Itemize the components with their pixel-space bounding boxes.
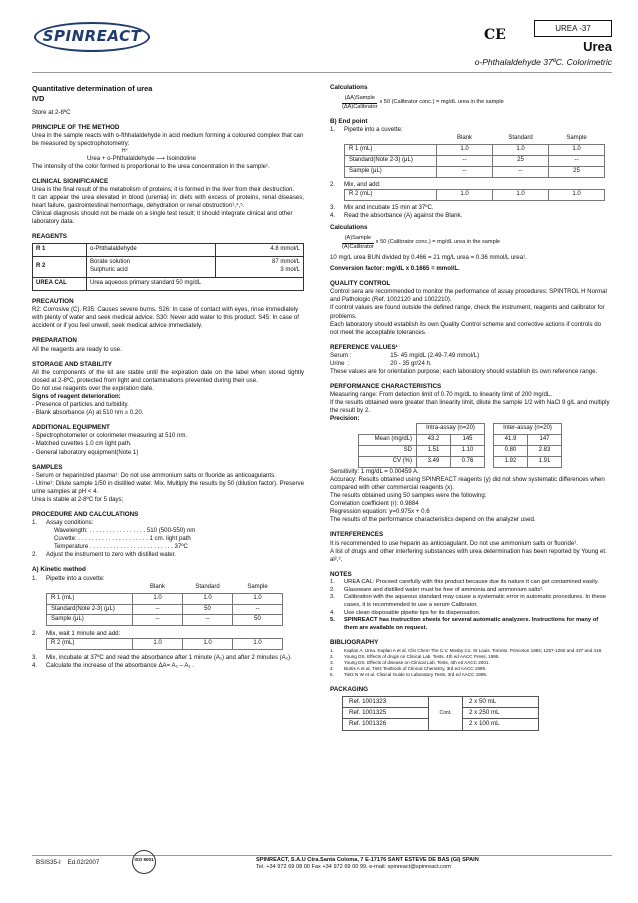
table-row: R 1 (mL) 1.0 1.0 1.0 — [47, 593, 283, 604]
measuring-range: Measuring range: From detection limit of 0.70 mg/dL to linearity limit of 200 mg/dL. — [330, 391, 552, 399]
footer-divider — [32, 855, 612, 856]
bun-conversion: 10 mg/L urea BUN divided by 0.466 = 21 mg/L urea = 0.36 mmol/L urea¹. — [330, 254, 527, 262]
bib-item: 3. Young DS. Effects of disease on Clinical Lab. Tests, 4th ed AACC 2001. — [330, 660, 490, 666]
equipment-heading: ADDITIONAL EQUIPMENT — [32, 424, 110, 432]
samples-item: - Urine¹: Dilute sample 1/50 in distilled water. Mix. Multiply the results by 50 (dilution factor). Preserve urine samples at pH < 4. — [32, 479, 304, 495]
calculation-formula-2: $\frac{\text{(A)Sample}}{\text{(A)Calibrator}}$ x 50 (Calibrator conc.) = mg/dL urea in the sample — [342, 235, 501, 250]
table-row: SD 1.51 1.10 0.80 2.83 — [359, 446, 562, 457]
calculation-formula: $\frac{\text{(ΔA)Sample}}{\text{(ΔA)Calibrator}}$ x 50 (Calibrator conc.) = mg/dL urea in the sample — [342, 95, 504, 110]
precision-label: Precision: — [330, 415, 360, 423]
ref-urine: Urine : 20 - 35 gr/24 h. — [330, 359, 432, 367]
notes-heading: NOTES — [330, 570, 352, 578]
qc-text: Control sera are recommended to monitor the performance of assay procedures: SPINTROL H Normal and Pathologic (Ref. 1002120 and 1002210). — [330, 288, 607, 304]
dilution-text: If the results obtained were greater than linearity limit, dilute the sample 1/2 with NaCl 9 g/L and multiply the result by 2. — [330, 399, 610, 415]
principle-text: Urea in the sample reacts with o-fthhalaldehyde in acid medium forming a coloured complex that can be measured by spectrophotometry: — [32, 131, 304, 147]
accuracy: Accuracy: Results obtained using SPINREACT reagents (y) did not show systematic differences when compared with other commercial reagents (x). — [330, 476, 605, 492]
reagents-table — [32, 243, 304, 291]
bib-item: 5. Tietz N W et al. Clinical Guide to Laboratory Tests, 3rd ed AACC 1995. — [330, 672, 488, 678]
samples-item: - Serum or heparinized plasma¹: Do not use ammonium salts or fluoride as anticoagulants. — [32, 471, 276, 479]
ref-text: These values are for orientation purpose; each laboratory should establish its own reference range. — [330, 367, 598, 375]
bib-item: 1. Kaplan A. Urea. Kaplan A et al. Clin Chem The C.V. Mosby Co. St Louis. Toronto. Princeton 1984; 1257-1260 and 437 and 418. — [330, 647, 603, 653]
table-row: Ref. 1001325 2 x 250 mL — [343, 708, 539, 719]
bibliography-heading: BIBLIOGRAPHY — [330, 639, 379, 647]
qc-text-2: If control values are found outside the defined range, check the instrument, reagents and calibrator for problems. — [330, 304, 605, 320]
end-point-heading: B) End point — [330, 118, 368, 126]
page-subtitle: o-Phthalaldehyde 37ºC. Colorimetric — [474, 57, 612, 67]
conversion-factor: Conversion factor: mg/dL x 0.1665 = mmol/L. — [330, 265, 460, 273]
samples-stability: Urea is stable at 2-8ºC for 5 days; — [32, 495, 124, 503]
left-column — [32, 84, 304, 670]
iso-seal: ISO 9001 — [132, 850, 156, 874]
kinetic-step: 4. Calculate the increase of the absorbance ΔA= A₂ – A₁ . — [32, 662, 194, 670]
end-point-step: 3. Mix and incubate 15 min at 37ºC. — [330, 203, 434, 211]
end-point-step: 2. Mix, and add: — [330, 181, 381, 188]
temperature-line: Temperature . . . . . . . . . . . . . . . . . . . . . . . . . 37ºC — [54, 543, 188, 551]
equipment-item: - Matched cuvettes 1.0 cm light path. — [32, 440, 132, 448]
ivd-label: IVD — [32, 93, 45, 103]
principle-heading: PRINCIPLE OF THE METHOD — [32, 123, 120, 131]
performance-heading: PERFORMANCE CHARACTERISTICS — [330, 382, 442, 390]
cuvette-line: Cuvette: . . . . . . . . . . . . . . . . . . . . . 1 cm. light path — [54, 535, 191, 543]
preparation-heading: PREPARATION — [32, 337, 77, 345]
kinetic-heading: A) Kinetic method — [32, 566, 86, 574]
table-row: Ref. 1001323 Cont. 2 x 50 mL — [343, 696, 539, 707]
end-point-step: 4. Read the absorbance (A) against the Blank. — [330, 211, 463, 219]
reaction-equation: Urea + o-Phthalaldehyde ⟶ Isoindoline — [87, 154, 196, 162]
interferences-heading: INTERFERENCES — [330, 531, 384, 539]
storage-text-2: Do not use reagents over the expiration date. — [32, 385, 154, 393]
table-row: Ref. 1001326 2 x 100 mL — [343, 719, 539, 730]
packaging-table — [342, 696, 539, 731]
table-row: R 1 (mL) 1.0 1.0 1.0 — [345, 145, 605, 156]
end-point-table-r2 — [344, 189, 605, 201]
correlation: Correlation coefficient (r): 0.9884 — [330, 500, 419, 508]
procedure-heading: PROCEDURE AND CALCULATIONS — [32, 510, 139, 518]
header-divider — [32, 72, 612, 73]
note-item: 2. Glassware and distilled water must be free of ammonia and ammonium salts¹. — [330, 586, 544, 593]
kinetic-step: 1. Pipette into a cuvette: — [32, 574, 105, 582]
note-item: 1. UREA CAL: Proceed carefully with this product because due its nature it can get contamined easily. — [330, 578, 599, 585]
reagents-heading: REAGENTS — [32, 233, 67, 241]
interferences-text: It is recommended to use heparin as anticoagulant. Do not use ammonium salts or fluoride¹. — [330, 539, 578, 547]
wavelength-line: Wavelength: . . . . . . . . . . . . . . . . . 510 (500-550) nm — [54, 527, 196, 535]
equipment-item: - General laboratory equipment(Note 1) — [32, 448, 139, 456]
storage-text: All the components of the kit are stable until the expiration date on the label when stored tightly closed at 2-8ºC, protected from light and contaminations prevented during their use. — [32, 368, 304, 384]
clinical-heading: CLINICAL SIGNIFICANCE — [32, 177, 109, 185]
right-column — [330, 84, 610, 731]
note-item: 3. Calibration with the aqueous standard may cause a systematic error in automatic procedures. In these cases, it is recommended to use a serum Calibrator. — [330, 594, 606, 608]
storage-sign-1: - Presence of particles and turbidity. — [32, 401, 129, 409]
precision-table: Intra-assay (n=20) Inter-assay (n=20) Mean (mg/dL) 43.2 145 41.9 147 SD 1.51 1.10 0.80 2.83 CV (%) 3.49 0.76 1.92 1.91 — [358, 423, 562, 468]
reaction-catalyst: H⁺ — [122, 147, 129, 154]
end-point-step: 1. Pipette into a cuvette: — [330, 126, 403, 134]
reference-values-heading: REFERENCE VALUES¹ — [330, 343, 398, 351]
table-row: Sample (μL) -- -- 25 — [345, 167, 605, 178]
preparation-text: All the reagents are ready to use. — [32, 345, 122, 353]
storage-heading: STORAGE AND STABILITY — [32, 360, 112, 368]
table-row: Sample (μL) -- -- 50 — [47, 615, 283, 626]
qc-text-3: Each laboratory should establish its own Quality Control scheme and corrective actions if controls do not meet the acceptable tolerances. — [330, 320, 601, 336]
footer-address: SPINREACT, S.A.U Ctra.Santa Coloma, 7 E-17176 SANT ESTEVE DE BAS (GI) SPAIN Tel. +34 972 69 08 00 Fax +34 972 69 00 99. e-mail: spinreact@spinreact.com — [256, 857, 479, 871]
performance-end: The results of the performance characteristics depend on the analyzer used. — [330, 516, 536, 524]
principle-text-2: The intensity of the color formed is proportional to the urea concentration in the sample¹. — [32, 162, 270, 170]
table-row: Standard(Note 2-3) (μL) -- 50 -- — [47, 604, 283, 615]
kinetic-step: 3. Mix, incubate at 37ºC and read the absorbance after 1 minute (A₁) and after 2 minutes (A₂). — [32, 654, 292, 662]
table-row: R 2 Borate solution Sulphuric acid 87 mmol/L 3 mol/L — [33, 257, 304, 278]
clinical-text: Urea is the final result of the metabolism of proteins; it is formed in the liver from their destruction. — [32, 185, 295, 193]
bib-item: 2. Young DS. Effects of drugs on Clinical Lab. Tests, 4th ed AACC Press, 1995. — [330, 653, 500, 659]
kinetic-table: Blank Standard Sample R 1 (mL) 1.0 1.0 1.0 Standard(Note 2-3) (μL) -- 50 -- Sample (μL) -- -- 50 — [46, 583, 283, 627]
table-row: UREA CAL Urea aqueous primary standard 50 mg/dL — [33, 278, 304, 291]
procedure-step: 1. Assay conditions: — [32, 519, 94, 527]
interferences-text-2: A list of drugs and other interfering substances with urea determination has been reported by Young et. al²,³. — [330, 547, 607, 563]
table-row: R 2 (mL) 1.0 1.0 1.0 — [345, 190, 605, 201]
intro-title: Quantitative determination of urea — [32, 84, 153, 93]
quality-control-heading: QUALITY CONTROL — [330, 280, 391, 288]
ce-mark: CE — [484, 27, 506, 43]
storage-signs: Signs of reagent deterioration: — [32, 393, 121, 401]
spinreact-logo: SPINREACT — [34, 22, 150, 52]
storage-sign-2: - Blank absorbance (A) at 510 nm ≥ 0.20. — [32, 409, 144, 417]
note-item: 4. Use clean disposable pipette tips for its dispensation. — [330, 609, 481, 616]
kinetic-table-r2 — [46, 638, 283, 650]
precaution-heading: PRECAUTION — [32, 297, 74, 305]
end-point-table: Blank Standard Sample R 1 (mL) 1.0 1.0 1.0 Standard(Note 2-3) (μL) -- 25 -- Sample (μL) -- -- 25 — [344, 134, 605, 178]
kinetic-step: 2. Mix, wait 1 minute and add: — [32, 630, 121, 638]
accuracy-2: The results obtained using 50 samples were the following: — [330, 492, 487, 500]
page-title: Urea — [583, 39, 612, 54]
calculations-heading-2: Calculations — [330, 224, 368, 231]
ref-serum: Serum : 15- 45 mg/dL (2.49-7.49 mmol/L) — [330, 351, 480, 359]
bib-item: 4. Burtis A et al. Tietz Textbook of Clinical Chemistry, 3rd ed AACC 1999. — [330, 666, 487, 672]
note-item: 5. SPINREACT has instruction sheets for several automatic analyzers. Instructions for many of them are available on request. — [330, 617, 599, 631]
store-text: Store at 2-8ºC — [32, 108, 71, 116]
samples-heading: SAMPLES — [32, 463, 63, 471]
calculations-heading: Calculations — [330, 84, 368, 91]
packaging-heading: PACKAGING — [330, 685, 369, 693]
equipment-item: - Spectrophotometer or colorimeter measuring at 510 nm. — [32, 432, 188, 440]
table-row: CV (%) 3.49 0.76 1.92 1.91 — [359, 457, 562, 468]
table-row: R 1 o-Phthalaldehyde 4.8 mmol/L — [33, 244, 304, 257]
table-row: R 2 (mL) 1.0 1.0 1.0 — [47, 639, 283, 650]
table-row: Mean (mg/dL) 43.2 145 41.9 147 — [359, 435, 562, 446]
reference-box: UREA -37 — [534, 20, 612, 37]
regression: Regression equation: y=0.975x + 0.6 — [330, 508, 430, 516]
precaution-text: R2: Corrosive (C). R35: Causes severe burns. S26: In case of contact with eyes, rinse immediately with plenty of water and seek medical advice. S30: Never add water to this product. S45: In case of accident or if you feel unwell, seek medical advice immediately. — [32, 306, 299, 330]
procedure-step: 2. Adjust the instrument to zero with distilled water. — [32, 551, 177, 559]
clinical-text-2: It can appear the urea elevated in blood (uremia) in: diets with excess of proteins, renal diseases, heart failure, gastrointestinal hemorrhage, dehydration or renal obstruction¹,⁴,⁵. — [32, 193, 304, 209]
table-row: Standard(Note 2-3) (μL) -- 25 -- — [345, 156, 605, 167]
sensitivity: Sensitivity: 1 mg/dL = 0.00459 A. — [330, 468, 419, 476]
footer-doc-code: BSIS35-I Ed.02/2007 — [36, 859, 100, 866]
clinical-text-3: Clinical diagnosis should not be made on a single test result; it should integrate clinical and other laboratory data. — [32, 209, 293, 225]
